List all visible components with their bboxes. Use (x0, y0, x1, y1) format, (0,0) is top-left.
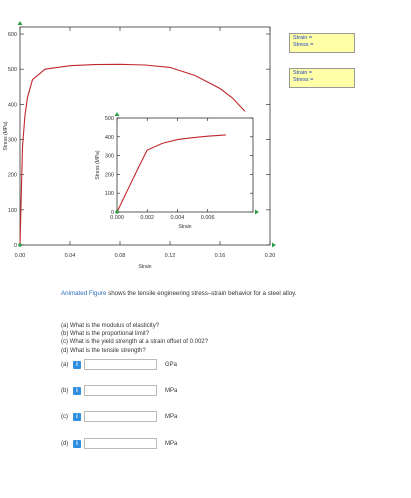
answer-row-c (61, 410, 177, 423)
info-icon[interactable]: i (73, 361, 81, 369)
intro-text: shows the tensile engineering stress–strain behavior for a steel alloy. (106, 290, 297, 297)
answer-input-d[interactable] (84, 438, 157, 449)
y-tick-label: 300 (104, 153, 114, 160)
x-tick-label: 0.12 (164, 253, 176, 259)
animated-figure-link[interactable]: Animated Figure (61, 290, 107, 297)
outer-strain-readout: Strain = (293, 35, 313, 41)
y-tick-label: 100 (7, 207, 17, 214)
x-tick-label: 0.002 (140, 215, 155, 221)
answer-input-c[interactable] (84, 411, 157, 422)
y-axis-title: Stress (MPa) (95, 150, 101, 180)
y-tick-label: 300 (7, 137, 17, 144)
question-c: (c) What is the yield strength at a strain offset of 0.002? (61, 339, 208, 346)
x-axis-title: Strain (178, 224, 192, 230)
plot-frame (117, 118, 253, 212)
y-tick-label: 100 (104, 191, 114, 198)
answer-row-b (61, 384, 177, 397)
answer-row-a (61, 358, 177, 371)
answer-input-a[interactable] (84, 359, 157, 370)
question-a: (a) What is the modulus of elasticity? (61, 323, 160, 329)
info-icon[interactable]: i (73, 413, 81, 421)
y-tick-label: 600 (7, 32, 17, 39)
info-icon[interactable]: i (73, 387, 81, 395)
x-tick-label: 0.20 (264, 253, 276, 259)
question-b: (b) What is the proportional limit? (61, 331, 150, 338)
outer-readout (289, 33, 355, 53)
y-tick-label: 0 (110, 210, 114, 216)
problem-intro (61, 290, 406, 297)
unit-d: MPa (165, 440, 178, 447)
x-tick-label: 0.000 (110, 215, 124, 221)
inset-stress-readout: Stress = (293, 77, 314, 83)
y-tick-label: 200 (7, 172, 17, 179)
inset-strain-readout: Strain = (293, 70, 313, 76)
y-tick-label: 400 (7, 102, 17, 109)
x-axis-handle (272, 243, 276, 248)
info-icon[interactable]: i (73, 440, 81, 448)
unit-c: MPa (165, 413, 178, 420)
y-tick-label: 400 (104, 134, 114, 141)
inset-readout (289, 68, 355, 88)
answer-input-b[interactable] (84, 385, 157, 396)
answer-label-c: (c) (61, 413, 68, 420)
origin-marker (115, 210, 119, 214)
x-tick-label: 0.16 (214, 253, 226, 259)
answer-label-b: (b) (61, 387, 69, 394)
answer-row-d (61, 437, 177, 450)
origin-marker (18, 243, 22, 247)
x-tick-label: 0.006 (200, 215, 215, 221)
answer-label-d: (d) (61, 440, 69, 447)
unit-b: MPa (165, 387, 178, 394)
inset-chart (95, 112, 259, 230)
y-axis-title: Stress (MPa) (3, 121, 9, 151)
outer-stress-readout: Stress = (293, 42, 314, 48)
y-tick-label: 0 (13, 243, 17, 249)
y-tick-label: 500 (104, 116, 114, 122)
y-tick-label: 200 (104, 172, 114, 179)
y-tick-label: 500 (7, 67, 17, 74)
x-tick-label: 0.08 (114, 253, 126, 259)
x-tick-label: 0.04 (64, 253, 76, 259)
unit-a: GPa (165, 361, 178, 368)
answer-label-a: (a) (61, 361, 69, 368)
question-d: (d) What is the tensile strength? (61, 347, 146, 354)
x-axis-title: Strain (138, 264, 152, 270)
x-tick-label: 0.004 (170, 215, 185, 221)
question-list (61, 322, 208, 355)
x-tick-label: 0.00 (14, 253, 26, 259)
y-axis-handle (18, 21, 23, 25)
